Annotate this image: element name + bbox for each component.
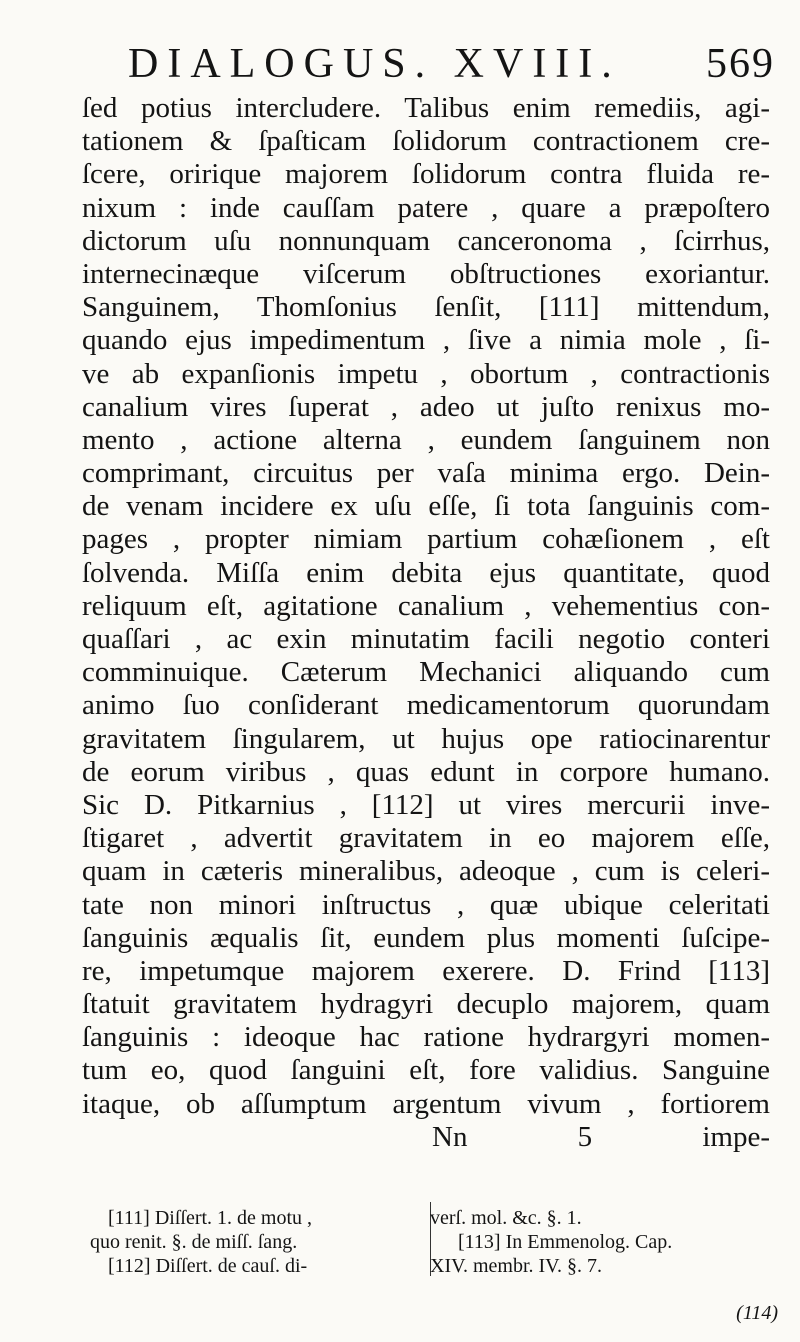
text-line: animo ſuo conſiderant medicamentorum quorundam xyxy=(82,689,770,722)
text-line: ſanguinis æqualis ſit, eundem plus momenti ſuſcipe- xyxy=(82,921,770,954)
footnote-right-line: XIV. membr. IV. §. 7. xyxy=(430,1255,603,1277)
footnote-left-line: quo renit. §. de miſſ. ſang. xyxy=(90,1231,298,1253)
text-line: ve ab expanſionis impetu , obortum , contractionis xyxy=(82,357,770,390)
text-line: quando ejus impedimentum , ſive a nimia mole , ſi- xyxy=(82,324,770,357)
text-line: reliquum eſt, agitatione canalium , vehementius con- xyxy=(82,589,770,622)
text-line: mento , actione alterna , eundem ſanguinem non xyxy=(82,423,770,456)
catchword-line: Nn 5 impe- xyxy=(432,1120,770,1153)
text-line: pages , propter nimiam partium cohæſionem , eſt xyxy=(82,523,770,556)
page-number: 569 xyxy=(706,41,775,87)
text-line: quaſſari , ac exin minutatim facili negotio conteri xyxy=(82,623,770,655)
text-line: tationem & ſpaſticam ſolidorum contractionem cre- xyxy=(82,125,770,158)
text-line: de eorum viribus , quas edunt in corpore humano. xyxy=(82,755,770,788)
footnote-left-line: [111] Diſſert. 1. de motu , xyxy=(108,1207,313,1229)
text-line: nixum : inde cauſſam patere , quare a præpoſtero xyxy=(82,191,770,224)
footnote-row xyxy=(108,1254,768,1278)
text-line: ſanguinis : ideoque hac ratione hydrargyri momen- xyxy=(82,1021,770,1054)
text-line: Sanguinem, Thomſonius ſenſit, [111] mittendum, xyxy=(82,291,770,324)
footnote-left-line: [112] Diſſert. de cauſ. di- xyxy=(108,1255,308,1277)
body-text xyxy=(82,92,770,1154)
text-line: tum eo, quod ſanguini eſt, fore validius. Sanguine xyxy=(82,1054,770,1087)
text-line: re, impetumque majorem exerere. D. Frind [113] xyxy=(82,954,770,987)
footnotes xyxy=(90,1206,768,1278)
text-line: itaque, ob aſſumptum argentum vivum , fortiorem xyxy=(82,1087,770,1120)
text-line: comminuique. Cæterum Mechanici aliquando cum xyxy=(82,656,770,689)
text-line: quam in cæteris mineralibus, adeoque , cum is celeri- xyxy=(82,855,770,888)
text-line: ſolvenda. Miſſa enim debita ejus quantitate, quod xyxy=(82,556,770,589)
text-line: tate non minori inſtructus , quæ ubique celeritati xyxy=(82,888,770,921)
text-line: gravitatem ſingularem, ut hujus ope ratiocinarentur xyxy=(82,722,770,755)
signature-mark: (114) xyxy=(736,1302,778,1324)
text-line: internecinæque viſcerum obſtructiones exoriantur. xyxy=(82,257,770,290)
text-line: ſcere, oririque majorem ſolidorum contra fluida re- xyxy=(82,158,770,191)
text-line: ſtigaret , advertit gravitatem in eo majorem eſſe, xyxy=(82,822,770,855)
text-line: ſtatuit gravitatem hydragyri decuplo majorem, quam xyxy=(82,988,770,1021)
text-line: canalium vires ſuperat , adeo ut juſto renixus mo- xyxy=(82,390,770,423)
text-line: dictorum uſu nonnunquam canceronoma , ſcirrhus, xyxy=(82,224,770,257)
footnote-row xyxy=(90,1230,768,1254)
header-title: DIALOGUS. XVIII. xyxy=(128,41,621,87)
text-line: comprimant, circuitus per vaſa minima ergo. Dein- xyxy=(82,457,770,490)
text-line: de venam incidere ex uſu eſſe, ſi tota ſanguinis com- xyxy=(82,490,770,523)
text-line: ſed potius intercludere. Talibus enim remediis, agi- xyxy=(82,92,770,124)
footnote-row xyxy=(108,1206,768,1230)
running-header xyxy=(100,40,775,100)
footnote-right-line: verſ. mol. &c. §. 1. xyxy=(430,1207,582,1229)
footnote-right-line: [113] In Emmenolog. Cap. xyxy=(458,1231,673,1253)
text-line: Sic D. Pitkarnius , [112] ut vires mercurii inve- xyxy=(82,788,770,821)
